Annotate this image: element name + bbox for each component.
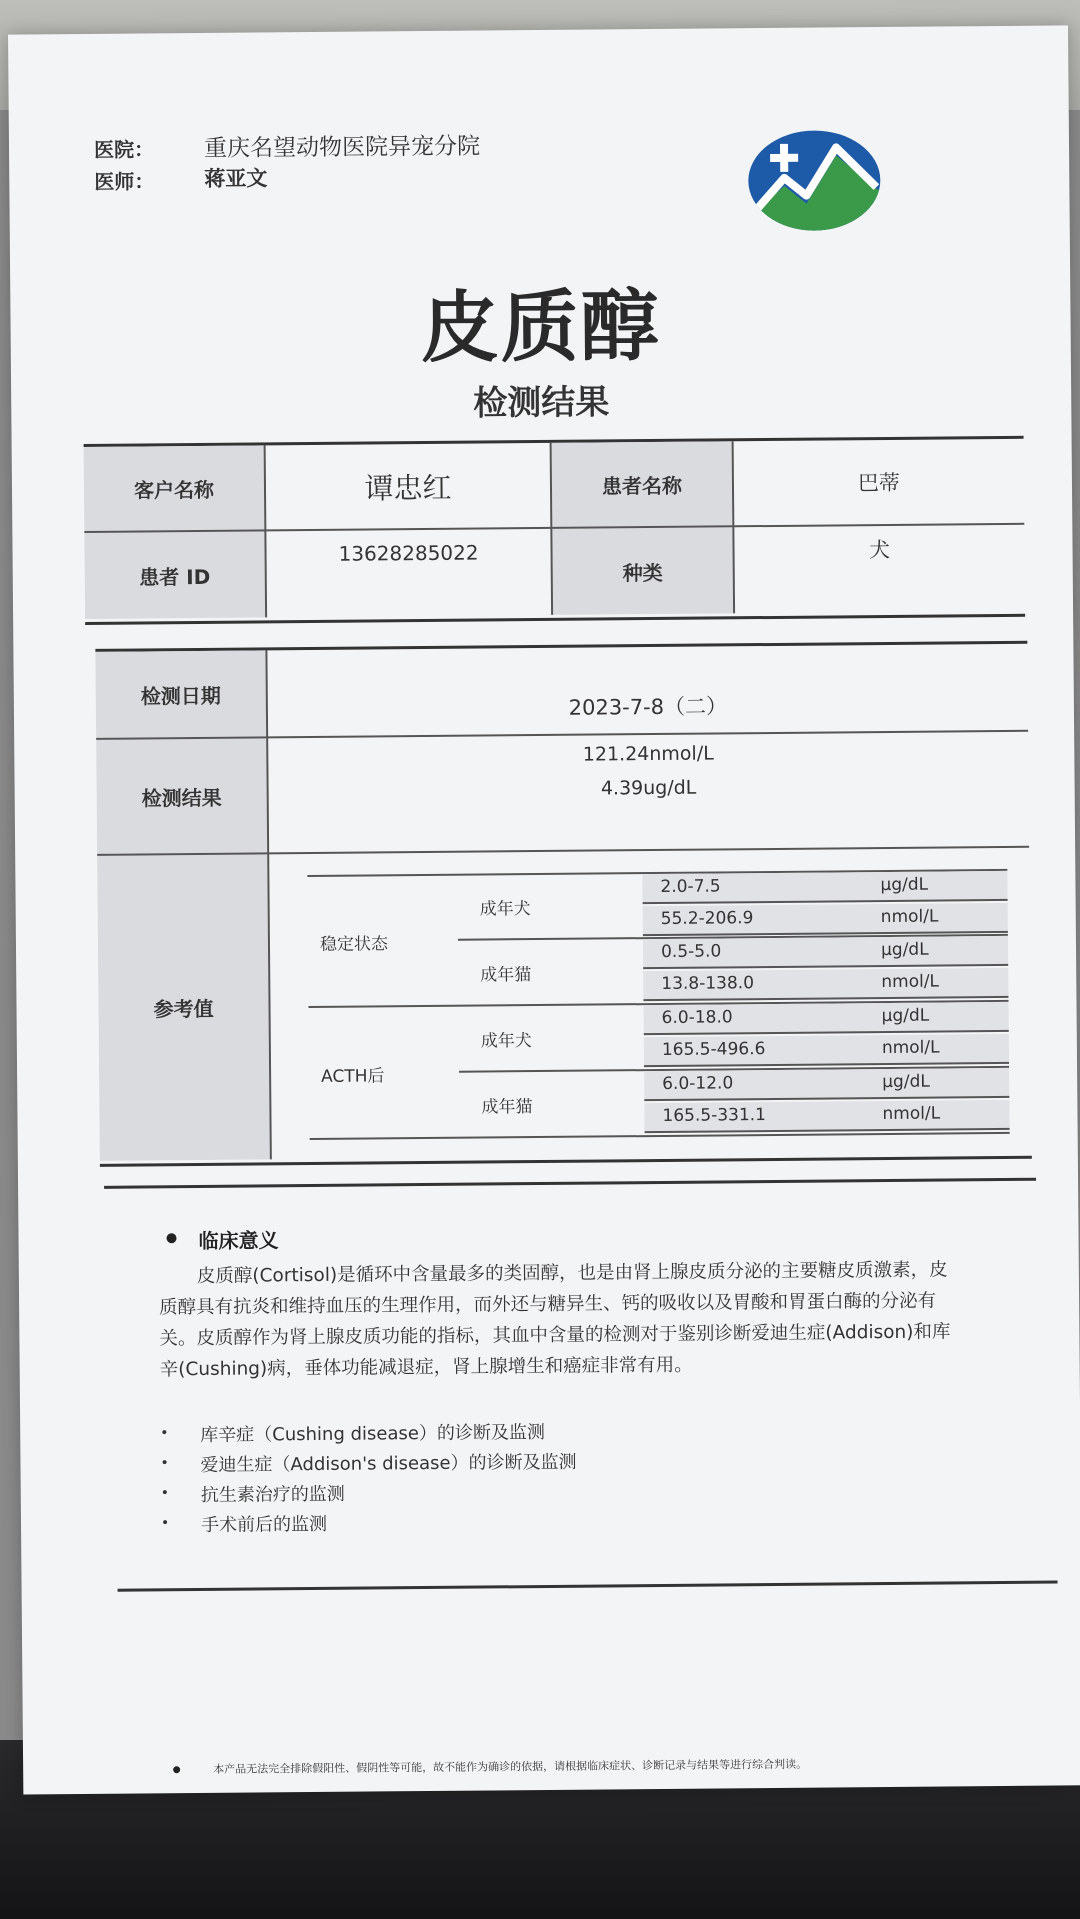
patient-id-value: 13628285022 [338,540,479,566]
footer-disclaimer: 本产品无法完全排除假阳性、假阴性等可能，故不能作为确诊的依据，请根据临床症状、诊断记录与结果等进行综合判读。 [213,1757,808,1776]
ref-row [643,968,1008,1001]
ref-range: 2.0-7.5 [660,876,721,897]
reference-label: 参考值 [97,854,270,1160]
ref-range: 0.5-5.0 [660,941,722,962]
ref-animal: 成年犬 [479,899,531,920]
clinical-use-item: 抗生素治疗的监测 [200,1483,345,1506]
test-result-nmol: 121.24nmol/L [582,742,714,766]
ref-animal: 成年犬 [480,1031,532,1052]
clinical-paragraph-line: 辛(Cushing)病，垂体功能减退症，肾上腺增生和癌症非常有用。 [159,1354,693,1381]
customer-name-label: 客户名称 [84,445,265,531]
hospital-logo-icon [744,125,885,236]
section-divider [104,1178,1036,1189]
divider [310,1132,1010,1140]
species-value: 犬 [868,537,891,563]
ref-unit: nmol/L [880,906,939,928]
bullet-icon [166,1233,176,1243]
ref-animal: 成年猫 [481,1097,533,1118]
ref-unit: nmol/L [882,1103,941,1125]
ref-range: 13.8-138.0 [661,973,755,994]
ref-row [642,871,1007,904]
test-date-label: 检测日期 [95,650,266,737]
test-result-ugdl: 4.39ug/dL [600,776,697,800]
list-bullet-icon: • [160,1485,170,1502]
ref-range: 165.5-496.6 [661,1039,766,1060]
test-date-value: 2023-7-8（二） [568,694,728,720]
list-bullet-icon: • [160,1515,170,1532]
hospital-label: 医院： [93,137,155,162]
patient-name-value: 巴蒂 [857,470,901,496]
patient-id-label: 患者 ID [84,531,265,619]
ref-row [643,936,1008,969]
report-subtitle: 检测结果 [473,382,610,424]
ref-group-state: 稳定状态 [319,934,389,955]
report-title: 皮质醇 [420,281,661,375]
list-bullet-icon: • [160,1455,169,1472]
ref-row [644,1034,1009,1067]
ref-animal: 成年猫 [480,965,532,986]
species-label: 种类 [552,527,733,615]
clinical-use-item: 爱迪生症（Addison's disease）的诊断及监测 [200,1451,577,1476]
result-table [95,641,1031,1167]
ref-unit: nmol/L [881,971,940,993]
ref-unit: μg/dL [882,1071,930,1093]
ref-unit: μg/dL [880,939,929,961]
ref-row [644,1068,1009,1101]
footer-bullet-icon [173,1766,180,1773]
ref-range: 55.2-206.9 [660,908,754,929]
report-sheet [8,25,1080,1794]
ref-unit: μg/dL [880,874,929,896]
clinical-use-item: 手术前后的监测 [200,1513,328,1536]
ref-range: 6.0-18.0 [661,1007,733,1028]
ref-unit: μg/dL [881,1005,930,1027]
patient-name-label: 患者名称 [552,441,733,527]
patient-info-table [84,436,1026,625]
clinical-use-item: 库辛症（Cushing disease）的诊断及监测 [200,1421,546,1447]
ref-unit: nmol/L [881,1037,940,1059]
ref-row [644,1002,1009,1035]
list-bullet-icon: • [160,1425,169,1442]
hospital-name: 重庆名望动物医院异宠分院 [203,133,481,162]
clinical-paragraph-line: 皮质醇(Cortisol)是循环中含量最多的类固醇，也是由肾上腺皮质分泌的主要糖皮质激素，皮 [196,1259,948,1288]
ref-row [644,1100,1009,1133]
doctor-name: 蒋亚文 [204,166,268,191]
ref-row [643,903,1008,936]
ref-group-state: ACTH后 [321,1066,385,1087]
clinical-heading: 临床意义 [198,1228,279,1254]
ref-range: 6.0-12.0 [662,1073,734,1094]
section-divider [118,1581,1058,1592]
clinical-paragraph-line: 质醇具有抗炎和维持血压的生理作用，而外还与糖异生、钙的吸收以及胃酸和胃蛋白酶的分泌有 [159,1290,937,1319]
clinical-paragraph-line: 关。皮质醇作为肾上腺皮质功能的指标，其血中含量的检测对于鉴别诊断爱迪生症(Addison)和库 [159,1321,951,1350]
test-result-label: 检测结果 [96,738,267,853]
doctor-label: 医师： [94,169,155,194]
customer-name-value: 谭忠红 [364,470,452,506]
ref-range: 165.5-331.1 [662,1105,767,1126]
